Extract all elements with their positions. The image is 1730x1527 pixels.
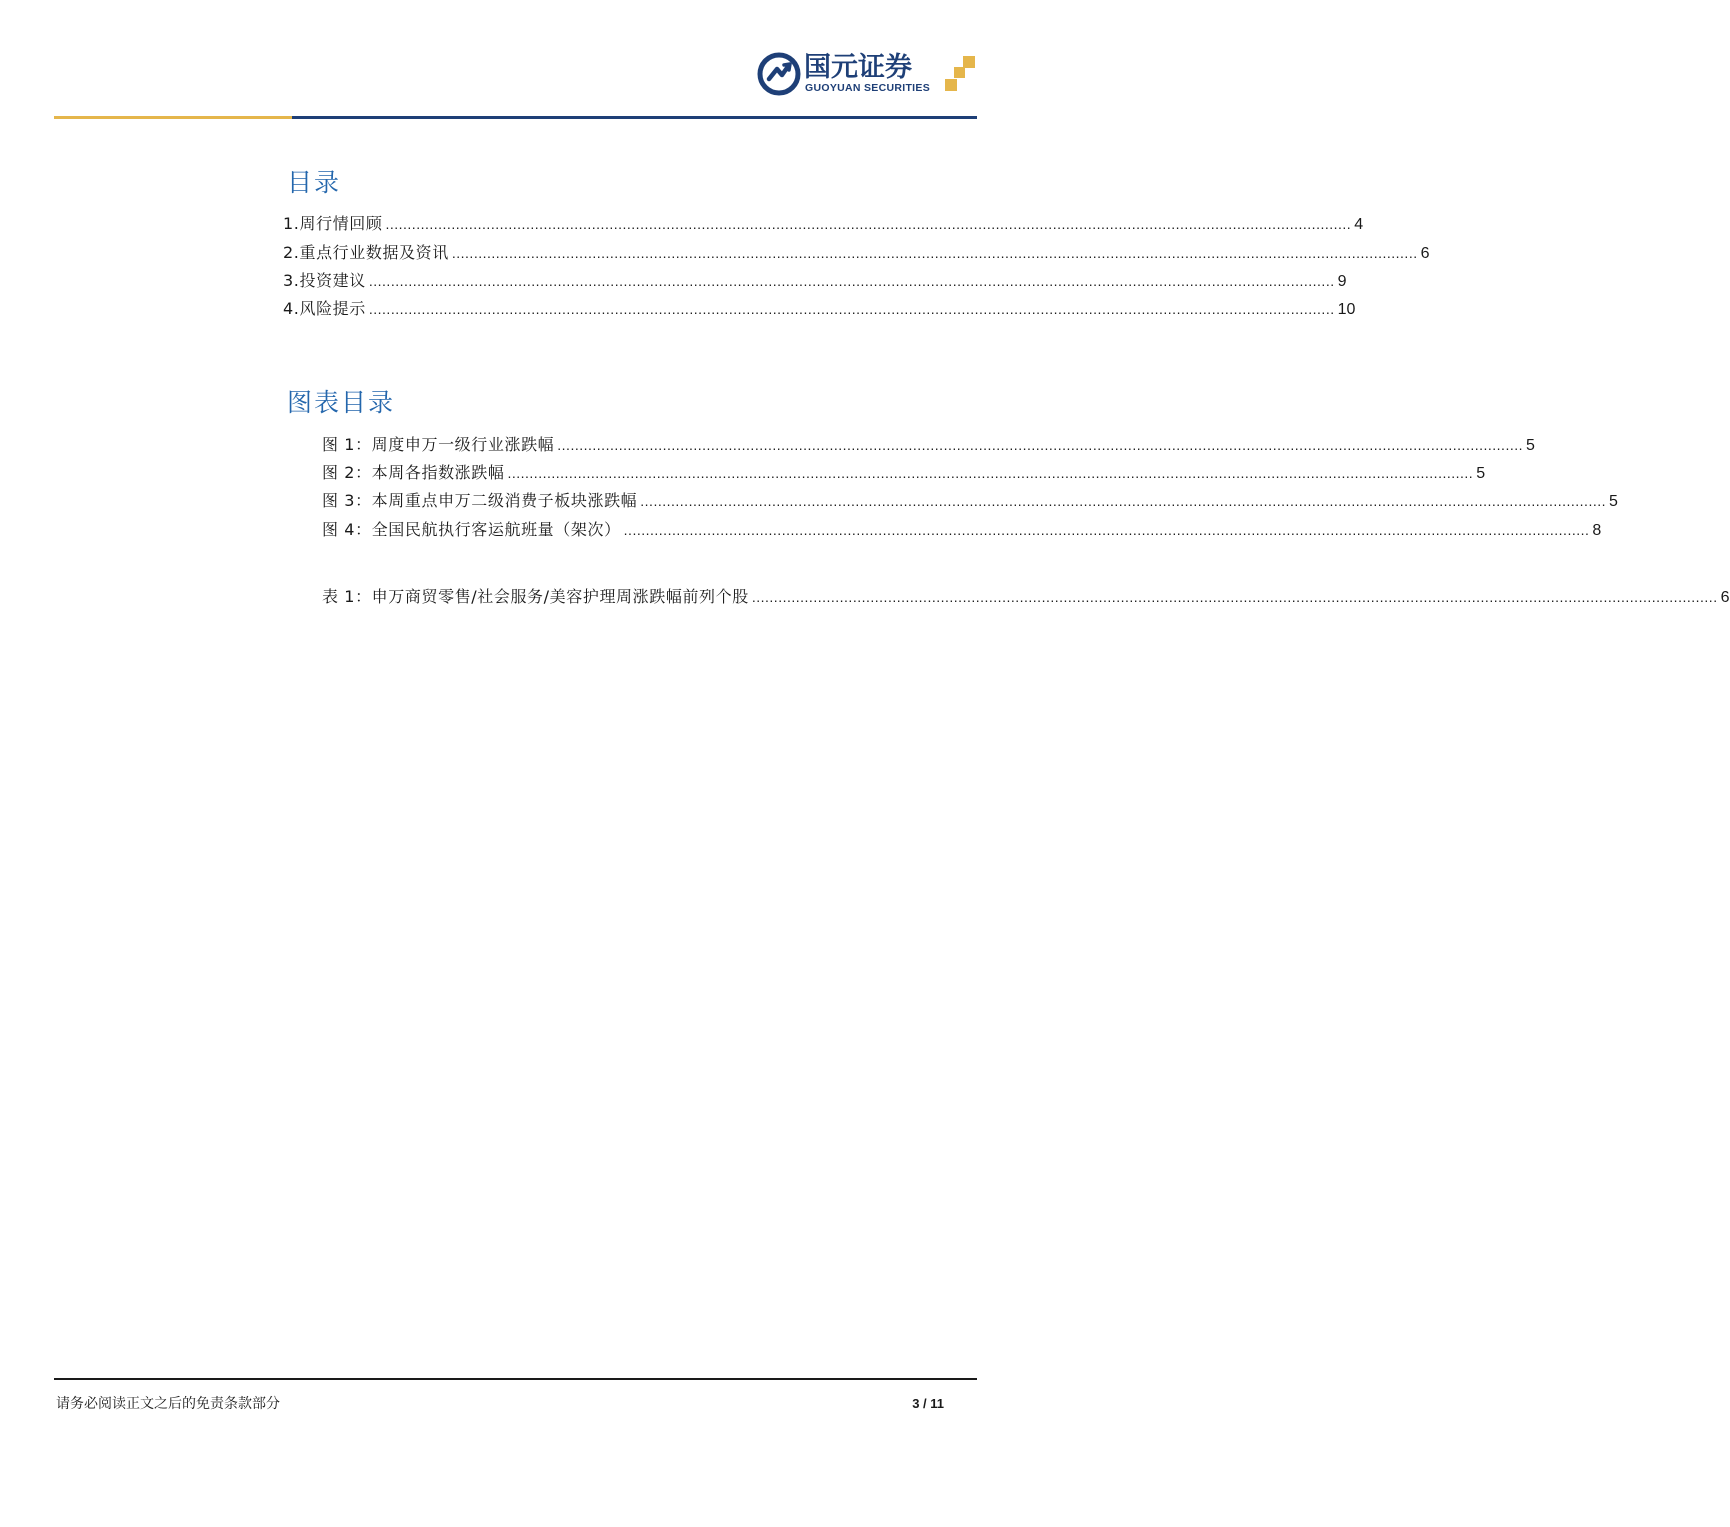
toc-entry-page: 9 [1337, 273, 1347, 290]
toc-entry-page: 6 [1420, 245, 1430, 262]
dot-leader: ............................................................................................................................................................................................................................ [557, 437, 1524, 453]
header-rule-blue [292, 116, 977, 119]
toc-entry-label: 2.重点行业数据及资讯 [283, 243, 449, 262]
figure-entry[interactable] [322, 462, 1486, 484]
figure-entry[interactable] [322, 519, 1602, 541]
dot-leader: ............................................................................................................................................................................................................................ [640, 493, 1607, 509]
table-entry-page: 6 [1720, 589, 1730, 606]
header-rule-gold [54, 116, 292, 119]
figure-entry-label: 图 3：本周重点申万二级消费子板块涨跌幅 [322, 491, 638, 510]
toc-entry[interactable] [283, 298, 1356, 320]
footer-disclaimer: 请务必阅读正文之后的免责条款部分 [56, 1396, 280, 1412]
dot-leader: ............................................................................................................................................................................................................................ [368, 273, 1335, 289]
toc-entry[interactable] [283, 270, 1347, 292]
toc-entry-page: 4 [1354, 216, 1364, 233]
figure-entry-page: 5 [1609, 493, 1618, 510]
toc-entry[interactable] [283, 213, 1364, 235]
company-logo [757, 52, 982, 96]
dot-leader: ............................................................................................................................................................................................................................ [623, 522, 1590, 538]
toc-heading: 目录 [287, 168, 342, 197]
toc-entry-label: 3.投资建议 [283, 271, 366, 290]
guoyuan-logo-icon [757, 52, 801, 96]
figure-entry[interactable] [322, 490, 1618, 512]
dot-leader: ............................................................................................................................................................................................................................ [368, 301, 1335, 317]
dot-leader: ............................................................................................................................................................................................................................ [507, 465, 1474, 481]
figure-entry-label: 图 1：周度申万一级行业涨跌幅 [322, 435, 555, 454]
gold-squares-icon [943, 54, 979, 94]
figure-entry-page: 5 [1526, 437, 1535, 454]
table-entry[interactable] [322, 586, 1730, 608]
toc-entry-label: 4.风险提示 [283, 299, 366, 318]
table-entry-label: 表 1：申万商贸零售/社会服务/美容护理周涨跌幅前列个股 [322, 587, 749, 606]
toc-entry-page: 10 [1337, 301, 1356, 318]
dot-leader: ............................................................................................................................................................................................................................ [385, 216, 1352, 232]
figures-heading: 图表目录 [287, 388, 396, 417]
figure-entry-label: 图 4：全国民航执行客运航班量（架次） [322, 520, 621, 539]
figure-entry-page: 8 [1592, 522, 1602, 539]
toc-entry[interactable] [283, 242, 1430, 264]
dot-leader: ............................................................................................................................................................................................................................ [751, 589, 1718, 605]
dot-leader: ............................................................................................................................................................................................................................ [451, 245, 1418, 261]
footer-rule [54, 1378, 977, 1380]
logo-chinese-name: 国元证券 [804, 52, 912, 83]
figure-entry-page: 5 [1476, 465, 1486, 482]
figure-entry[interactable] [322, 434, 1535, 456]
page-indicator: 3 / 11 [912, 1396, 944, 1411]
toc-entry-label: 1.周行情回顾 [283, 214, 383, 233]
figure-entry-label: 图 2：本周各指数涨跌幅 [322, 463, 505, 482]
logo-english-name: GUOYUAN SECURITIES [805, 82, 930, 94]
